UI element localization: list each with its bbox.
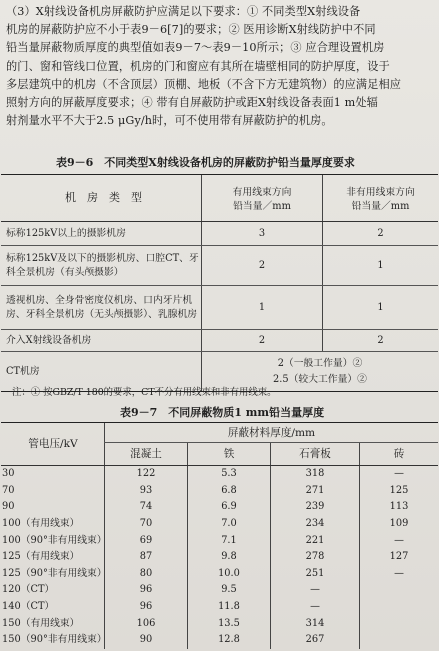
- thickness-cell: 234: [271, 516, 360, 533]
- nonuseful-beam-cell: 2: [323, 222, 439, 246]
- thickness-cell: [360, 632, 439, 649]
- thickness-cell: 221: [271, 532, 360, 549]
- useful-beam-cell: 2: [202, 246, 323, 286]
- thickness-cell: 314: [271, 615, 360, 632]
- body-paragraph: [6, 3, 434, 130]
- thickness-cell: 251: [271, 566, 360, 583]
- thickness-cell: —: [271, 599, 360, 616]
- table-9-7-caption: 表9－7 不同屏蔽物质1 mm铅当量厚度: [120, 406, 325, 419]
- thickness-cell: 6.9: [188, 499, 271, 516]
- table-9-7-body: [1, 466, 438, 649]
- tube-voltage-cell: 30: [2, 468, 15, 480]
- thickness-cell: 7.0: [188, 516, 271, 533]
- room-type-cell: CT机房: [1, 352, 202, 392]
- thickness-cell: [360, 582, 439, 599]
- tube-voltage-cell: 150（有用线束）: [2, 617, 80, 629]
- tube-voltage-cell: 150（90°非有用线束）: [2, 634, 107, 646]
- paragraph-line: （3）X射线设备机房屏蔽防护应满足以下要求：① 不同类型X射线设备: [6, 5, 361, 18]
- table-row: [1, 499, 438, 516]
- thickness-cell: 93: [105, 483, 188, 500]
- header-tube-voltage: 管电压/kV: [1, 423, 105, 466]
- thickness-cell: 9.5: [188, 582, 271, 599]
- table-9-7: [1, 422, 438, 649]
- header-gypsum-board: 石膏板: [271, 443, 360, 466]
- ct-normal-workload: 2（一般工作量）②: [277, 357, 363, 369]
- nonuseful-beam-cell: 1: [323, 246, 439, 286]
- thickness-cell: 278: [271, 549, 360, 566]
- thickness-cell: 13.5: [188, 615, 271, 632]
- thickness-cell: 318: [271, 466, 360, 483]
- tube-voltage-cell: 125（有用线束）: [2, 551, 80, 563]
- thickness-cell: 11.8: [188, 599, 271, 616]
- table-row: [1, 549, 438, 566]
- useful-beam-cell: 2: [202, 330, 323, 352]
- thickness-cell: 96: [105, 599, 188, 616]
- room-type-cell: 透视机房、全身骨密度仪机房、口内牙片机房、牙科全景机房（无头颅摄影）、乳腺机房: [1, 286, 202, 330]
- header-room-type: 机 房 类 型: [1, 175, 202, 222]
- tube-voltage-cell: 90: [2, 501, 15, 513]
- tube-voltage-cell: 125（90°非有用线束）: [2, 567, 107, 579]
- header-nonuseful-beam-line2: 铅当量／mm: [351, 201, 410, 212]
- thickness-cell: —: [360, 466, 439, 483]
- room-type-cell: 介入X射线设备机房: [1, 330, 202, 352]
- thickness-cell: [360, 615, 439, 632]
- thickness-cell: —: [360, 532, 439, 549]
- useful-beam-cell: 3: [202, 222, 323, 246]
- room-type-cell: 标称125kV及以下的摄影机房、口腔CT、牙科全景机房（有头颅摄影）: [1, 246, 202, 286]
- table-row: [1, 246, 438, 286]
- table-row: [1, 566, 438, 583]
- table-row: [1, 599, 438, 616]
- ct-heavy-workload: 2.5（较大工作量）②: [273, 373, 367, 385]
- table-9-6: [1, 174, 438, 392]
- thickness-cell: 70: [105, 516, 188, 533]
- useful-beam-cell: 1: [202, 286, 323, 330]
- thickness-cell: 9.8: [188, 549, 271, 566]
- table-9-6-caption: 表9－6 不同类型X射线设备机房的屏蔽防护铅当量厚度要求: [56, 156, 355, 169]
- thickness-cell: —: [360, 566, 439, 583]
- thickness-cell: 271: [271, 483, 360, 500]
- thickness-cell: [360, 599, 439, 616]
- thickness-cell: 127: [360, 549, 439, 566]
- table-header-row: [1, 423, 438, 443]
- table-9-6-note: 注：① 按GBZ/T 180的要求，CT不分有用线束和非有用线束。: [12, 387, 277, 398]
- table-row: [1, 330, 438, 352]
- header-nonuseful-beam-line1: 非有用线束方向: [346, 187, 415, 198]
- table-row: [1, 222, 438, 246]
- thickness-cell: 10.0: [188, 566, 271, 583]
- header-useful-beam: [202, 175, 323, 222]
- tube-voltage-cell: 140（CT）: [2, 601, 55, 613]
- header-concrete: 混凝土: [105, 443, 188, 466]
- tube-voltage-cell: 120（CT）: [2, 584, 55, 596]
- tube-voltage-cell: 100（90°非有用线束）: [2, 534, 107, 546]
- thickness-cell: —: [271, 582, 360, 599]
- paragraph-line: 多层建筑中的机房（不含顶层）顶棚、地板（不含下方无建筑物）的应满足相应: [6, 77, 402, 91]
- thickness-cell: 90: [105, 632, 188, 649]
- room-type-cell: 标称125kV以上的摄影机房: [1, 222, 202, 246]
- table-row: [1, 615, 438, 632]
- tube-voltage-cell: 70: [2, 484, 15, 496]
- paragraph-line: 射剂量水平不大于2.5 μGy/h时，可不使用带有屏蔽防护的机房。: [6, 114, 333, 128]
- table-row: [1, 582, 438, 599]
- paragraph-line: 铅当量屏蔽物质厚度的典型值如表9－7～表9－10所示；③ 应合理设置机房: [6, 41, 385, 55]
- header-useful-beam-line1: 有用线束方向: [232, 187, 292, 198]
- tube-voltage-cell: 100（有用线束）: [2, 518, 80, 530]
- thickness-cell: 267: [271, 632, 360, 649]
- header-brick: 砖: [360, 443, 439, 466]
- header-nonuseful-beam: [323, 175, 439, 222]
- nonuseful-beam-cell: 1: [323, 286, 439, 330]
- table-row: [1, 632, 438, 649]
- thickness-cell: 125: [360, 483, 439, 500]
- table-row: [1, 483, 438, 500]
- paragraph-line: 照射方向的屏蔽厚度要求；④ 带有自屏蔽防护或距X射线设备表面1 m处辐: [6, 96, 378, 110]
- header-useful-beam-line2: 铅当量／mm: [233, 201, 291, 212]
- header-material-thickness: 屏蔽材料厚度/mm: [105, 423, 439, 443]
- thickness-cell: 80: [105, 566, 188, 583]
- header-iron: 铁: [188, 443, 271, 466]
- thickness-cell: 6.8: [188, 483, 271, 500]
- thickness-cell: 5.3: [188, 466, 271, 483]
- thickness-cell: 239: [271, 499, 360, 516]
- thickness-cell: 7.1: [188, 532, 271, 549]
- thickness-cell: 87: [105, 549, 188, 566]
- table-row: [1, 516, 438, 533]
- table-header-row: [1, 175, 438, 222]
- thickness-cell: 113: [360, 499, 439, 516]
- nonuseful-beam-cell: 2: [323, 330, 439, 352]
- thickness-cell: 122: [105, 466, 188, 483]
- thickness-cell: 69: [105, 532, 188, 549]
- table-row: [1, 532, 438, 549]
- table-row: [1, 286, 438, 330]
- thickness-cell: 12.8: [188, 632, 271, 649]
- thickness-cell: 109: [360, 516, 439, 533]
- thickness-cell: 106: [105, 615, 188, 632]
- thickness-cell: 74: [105, 499, 188, 516]
- table-row: [1, 466, 438, 483]
- paragraph-line: 的门、窗和管线口位置，机房的门和窗应有其所在墙壁相同的防护厚度，设于: [6, 59, 390, 73]
- paragraph-line: 机房的屏蔽防护应不小于表9－6[7]的要求；② 医用诊断X射线防护中不同: [6, 23, 376, 37]
- thickness-cell: 96: [105, 582, 188, 599]
